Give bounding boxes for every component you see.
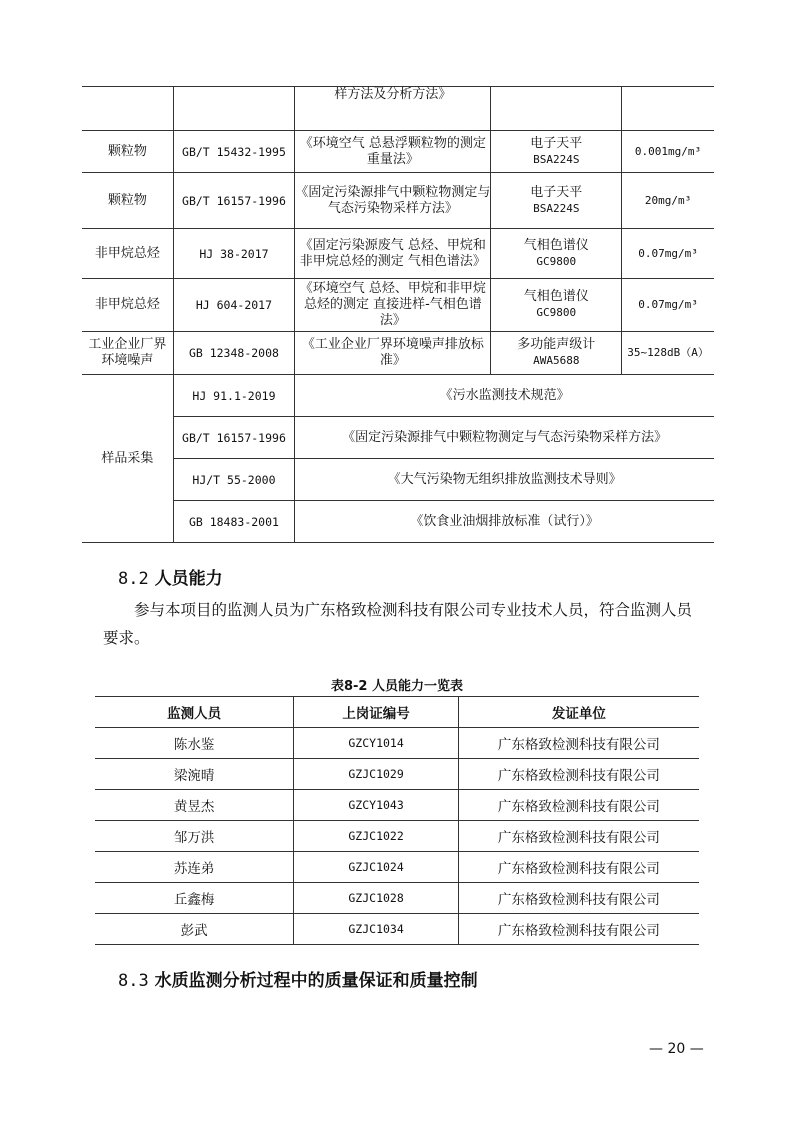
person-name: 陈水鉴 <box>95 728 294 759</box>
item-cell <box>82 87 173 131</box>
cert-number: GZCY1014 <box>294 728 459 759</box>
method-cell: 样方法及分析方法》 <box>295 87 491 131</box>
method-cell: 《工业企业厂界环境噪声排放标准》 <box>295 332 491 375</box>
cert-number: GZJC1029 <box>294 759 459 790</box>
issuer: 广东格致检测科技有限公司 <box>458 852 699 883</box>
instrument-cell <box>491 87 622 131</box>
standard-cell: HJ/T 55-2000 <box>173 459 295 501</box>
cert-number: GZJC1022 <box>294 821 459 852</box>
cert-number: GZJC1028 <box>294 883 459 914</box>
instrument-name: 电子天平 <box>530 184 583 200</box>
personnel-table <box>95 696 699 945</box>
method-cell: 《固定污染源废气 总烃、甲烷和非甲烷总烃的测定 气相色谱法》 <box>295 229 491 279</box>
table-row <box>95 852 699 883</box>
instrument-name: 气相色谱仪 <box>523 289 589 304</box>
table-row <box>95 759 699 790</box>
limit-cell: 0.07mg/m³ <box>622 279 714 332</box>
person-name: 黄昱杰 <box>95 790 294 821</box>
section-number: 8.2 <box>118 569 149 589</box>
methods-row-5 <box>82 332 714 375</box>
instrument-name: 气相色谱仪 <box>523 237 589 253</box>
table-row <box>95 728 699 759</box>
standard-cell: GB/T 15432-1995 <box>173 131 295 173</box>
instrument-model: GC9800 <box>536 306 577 319</box>
instrument-name: 多功能声级计 <box>517 337 596 352</box>
standard-cell: HJ 91.1-2019 <box>173 375 295 417</box>
methods-row-1 <box>82 131 714 173</box>
method-cell: 《饮食业油烟排放标准（试行）》 <box>295 501 714 543</box>
limit-cell <box>622 87 714 131</box>
standard-cell: HJ 604-2017 <box>173 279 295 332</box>
issuer: 广东格致检测科技有限公司 <box>458 728 699 759</box>
person-name: 丘鑫梅 <box>95 883 294 914</box>
method-cell: 《环境空气 总烃、甲烷和非甲烷总烃的测定 直接进样-气相色谱法》 <box>295 279 491 332</box>
item-cell: 非甲烷总烃 <box>82 279 173 332</box>
column-header: 上岗证编号 <box>294 697 459 728</box>
person-name: 邹万洪 <box>95 821 294 852</box>
methods-table <box>82 86 714 543</box>
table-header-row <box>95 697 699 728</box>
methods-row-0 <box>82 87 714 131</box>
instrument-model: GC9800 <box>536 254 577 268</box>
standard-cell: GB 12348-2008 <box>173 332 295 375</box>
instrument-name: 电子天平 <box>530 135 583 151</box>
section-heading-8-3 <box>118 966 478 991</box>
instrument-cell <box>491 131 622 173</box>
item-cell: 工业企业厂界环境噪声 <box>82 332 173 375</box>
instrument-model: AWA5688 <box>533 354 580 367</box>
standard-cell: GB/T 16157-1996 <box>173 173 295 229</box>
column-header: 监测人员 <box>95 697 294 728</box>
cert-number: GZCY1043 <box>294 790 459 821</box>
section-title: 水质监测分析过程中的质量保证和质量控制 <box>154 971 478 991</box>
method-cell: 《固定污染源排气中颗粒物测定与气态污染物采样方法》 <box>295 417 714 459</box>
person-name: 苏连弟 <box>95 852 294 883</box>
sampling-row-3 <box>82 501 714 543</box>
sampling-row-0 <box>82 375 714 417</box>
methods-row-4 <box>82 279 714 332</box>
issuer: 广东格致检测科技有限公司 <box>458 790 699 821</box>
table-row <box>95 821 699 852</box>
limit-cell: 0.001mg/m³ <box>622 131 714 173</box>
limit-cell: 35~128dB（A） <box>622 332 714 375</box>
item-cell: 非甲烷总烃 <box>82 229 173 279</box>
table-row <box>95 790 699 821</box>
section-number: 8.3 <box>118 971 149 991</box>
issuer: 广东格致检测科技有限公司 <box>458 821 699 852</box>
methods-row-3 <box>82 229 714 279</box>
page-number: — 20 — <box>649 1041 704 1057</box>
methods-row-2 <box>82 173 714 229</box>
cert-number: GZJC1024 <box>294 852 459 883</box>
method-cell: 《污水监测技术规范》 <box>295 375 714 417</box>
sampling-label: 样品采集 <box>82 375 173 543</box>
column-header: 发证单位 <box>458 697 699 728</box>
person-name: 彭武 <box>95 914 294 945</box>
method-cell: 《大气污染物无组织排放监测技术导则》 <box>295 459 714 501</box>
instrument-cell <box>491 332 622 375</box>
table-row <box>95 914 699 945</box>
section-paragraph: 参与本项目的监测人员为广东格致检测科技有限公司专业技术人员，符合监测人员要求。 <box>103 601 693 647</box>
limit-cell: 20mg/m³ <box>622 173 714 229</box>
instrument-cell <box>491 279 622 332</box>
instrument-model: BSA224S <box>533 152 580 166</box>
issuer: 广东格致检测科技有限公司 <box>458 759 699 790</box>
standard-cell <box>173 87 295 131</box>
standard-cell: GB/T 16157-1996 <box>173 417 295 459</box>
person-name: 梁涴晴 <box>95 759 294 790</box>
method-cell: 《环境空气 总悬浮颗粒物的测定 重量法》 <box>295 131 491 173</box>
instrument-cell <box>491 173 622 229</box>
instrument-model: BSA224S <box>533 201 580 215</box>
limit-cell: 0.07mg/m³ <box>622 229 714 279</box>
table-caption: 表8-2 人员能力一览表 <box>330 679 463 694</box>
section-heading-8-2 <box>118 564 223 589</box>
instrument-cell <box>491 229 622 279</box>
item-cell: 颗粒物 <box>82 131 173 173</box>
method-cell: 《固定污染源排气中颗粒物测定与气态污染物采样方法》 <box>295 173 491 229</box>
table-row <box>95 883 699 914</box>
standard-cell: HJ 38-2017 <box>173 229 295 279</box>
issuer: 广东格致检测科技有限公司 <box>458 883 699 914</box>
issuer: 广东格致检测科技有限公司 <box>458 914 699 945</box>
section-title: 人员能力 <box>154 569 223 589</box>
sampling-row-1 <box>82 417 714 459</box>
standard-cell: GB 18483-2001 <box>173 501 295 543</box>
sampling-row-2 <box>82 459 714 501</box>
item-cell: 颗粒物 <box>82 173 173 229</box>
cert-number: GZJC1034 <box>294 914 459 945</box>
